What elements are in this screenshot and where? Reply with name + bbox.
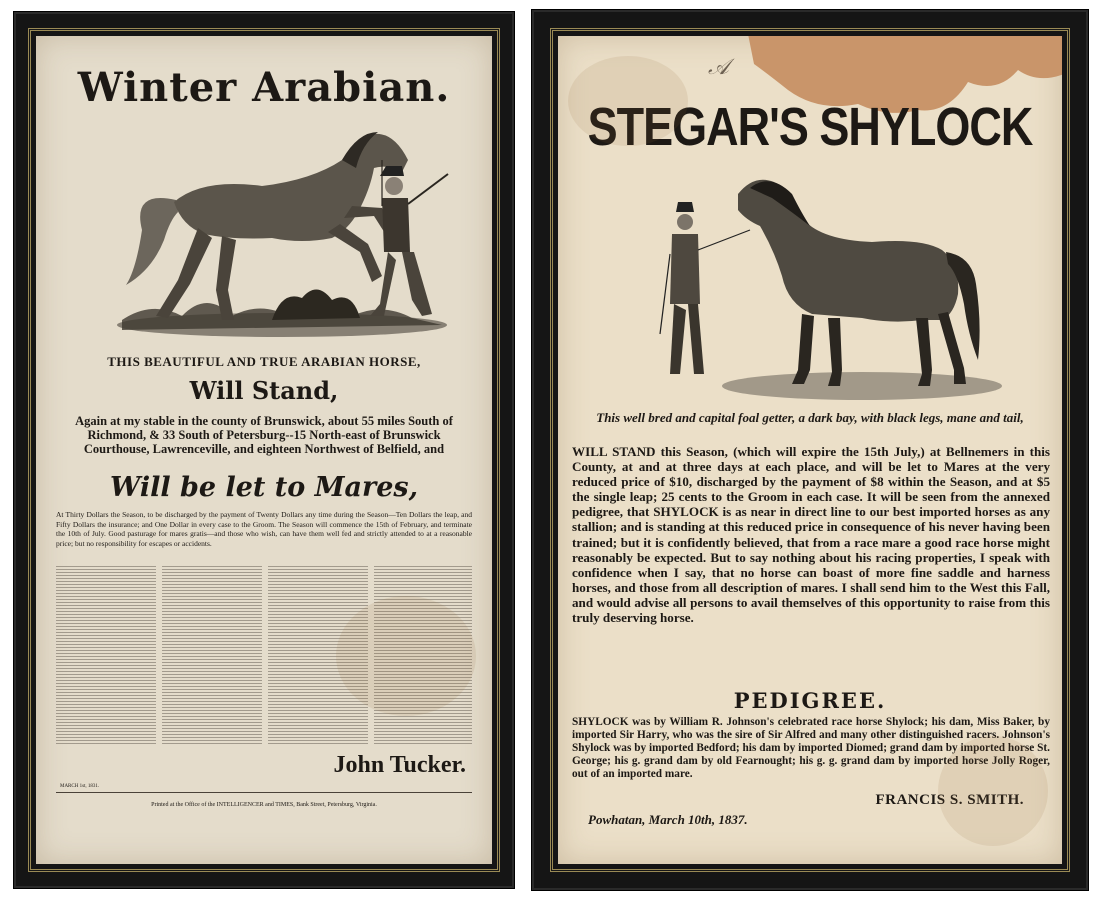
right-poster-date-line: Powhatan, March 10th, 1837. xyxy=(588,812,748,827)
right-poster-title: STEGAR'S SHYLOCK xyxy=(587,96,1033,158)
left-poster-location-text: Again at my stable in the county of Brunswick, about 55 miles South of Richmond, & 33 South of Petersburg--15 North-east of Brunswick Courthouse, Lawrenceville, and eighteen Northwest of Belfield, and xyxy=(75,414,453,456)
left-poster-frame xyxy=(14,12,514,888)
left-poster-will-stand: Will Stand, xyxy=(189,376,339,405)
left-poster-date-line: MARCH 1st, 1831. xyxy=(60,784,100,789)
right-poster-frame xyxy=(532,10,1088,890)
fine-print-column xyxy=(162,566,262,744)
left-poster-signature: John Tucker. xyxy=(333,752,466,778)
right-poster-intro: This well bred and capital foal getter, a dark bay, with black legs, mane and tail, xyxy=(596,410,1024,425)
right-poster-pedigree-heading: PEDIGREE. xyxy=(733,688,887,713)
standing-horse-with-groom-engraving xyxy=(642,164,1002,404)
right-poster-signature: FRANCIS S. SMITH. xyxy=(875,792,1024,808)
left-poster xyxy=(36,36,492,864)
paper-stain xyxy=(568,56,688,146)
right-poster-pedigree-text: SHYLOCK was by William R. Johnson's celebrated race horse Shylock; his dam, Miss Baker, by imported Sir Harry, who was the sire of Sir Alfred and many other distinguished racers. Johnson's Shylock was by imported Bedford; his dam by imported Diomed; grand dam by imported horse St. George; his g. grand dam by old Fearnought; his g. g. grand dam by imported horse Jolly Roger, out of an imported mare. xyxy=(572,716,1050,780)
left-poster-let-to-mares: Will be let to Mares, xyxy=(109,472,419,503)
right-poster-body-text: WILL STAND this Season, (which will expire the 15th July,) at Bellnemers in this County, at and at three days at each place, and will be let to Mares at the very reduced price of $10, discharged by the payment of $8 within the Season, and at $5 the single leap; 25 cents to the Groom in each case. It will be seen from the annexed pedigree, that SHYLOCK is as near in direct line to our best imported horses as any stallion; and is standing at this reduced price in consequence of his never having been trained; but it is confidently believed, that from a race mare a good race horse might reasonably be expected. But to say nothing about his racing properties, I speak with confidence when I say, that no horse can boast of more fine saddle and harness horses, and those from all description of mares. I shall send him to the West this Fall, and would advise all persons to avail themselves of this opportunity to raise from this truly deserving horse. xyxy=(572,444,1050,626)
right-poster xyxy=(558,36,1062,864)
left-poster-subtitle: THIS BEAUTIFUL AND TRUE ARABIAN HORSE, xyxy=(107,354,421,369)
paper-stain xyxy=(336,596,476,716)
fine-print-column xyxy=(56,566,156,744)
left-poster-printer-line: Printed at the Office of the INTELLIGENCER and TIMES, Bank Street, Petersburg, Virginia. xyxy=(151,802,377,808)
script-flourish: 𝒜 xyxy=(708,54,729,79)
left-poster-title: Winter Arabian. xyxy=(77,64,451,111)
left-poster-footer-rule xyxy=(56,792,472,793)
paper-stain xyxy=(938,736,1048,846)
left-poster-terms-text: At Thirty Dollars the Season, to be discharged by the payment of Twenty Dollars any time during the Season—Ten Dollars the leap, and Fifty Dollars the insurance; and One Dollar in every case to the Groom. The Season will commence the 15th of February, and terminate the 10th of July. Good pasturage for mares gratis—and those who wish, can have them well fed and strictly attended to at a reasonable price; but no responsibility for escapes or accidents. xyxy=(56,510,472,548)
rearing-horse-with-handler-engraving xyxy=(112,120,452,340)
